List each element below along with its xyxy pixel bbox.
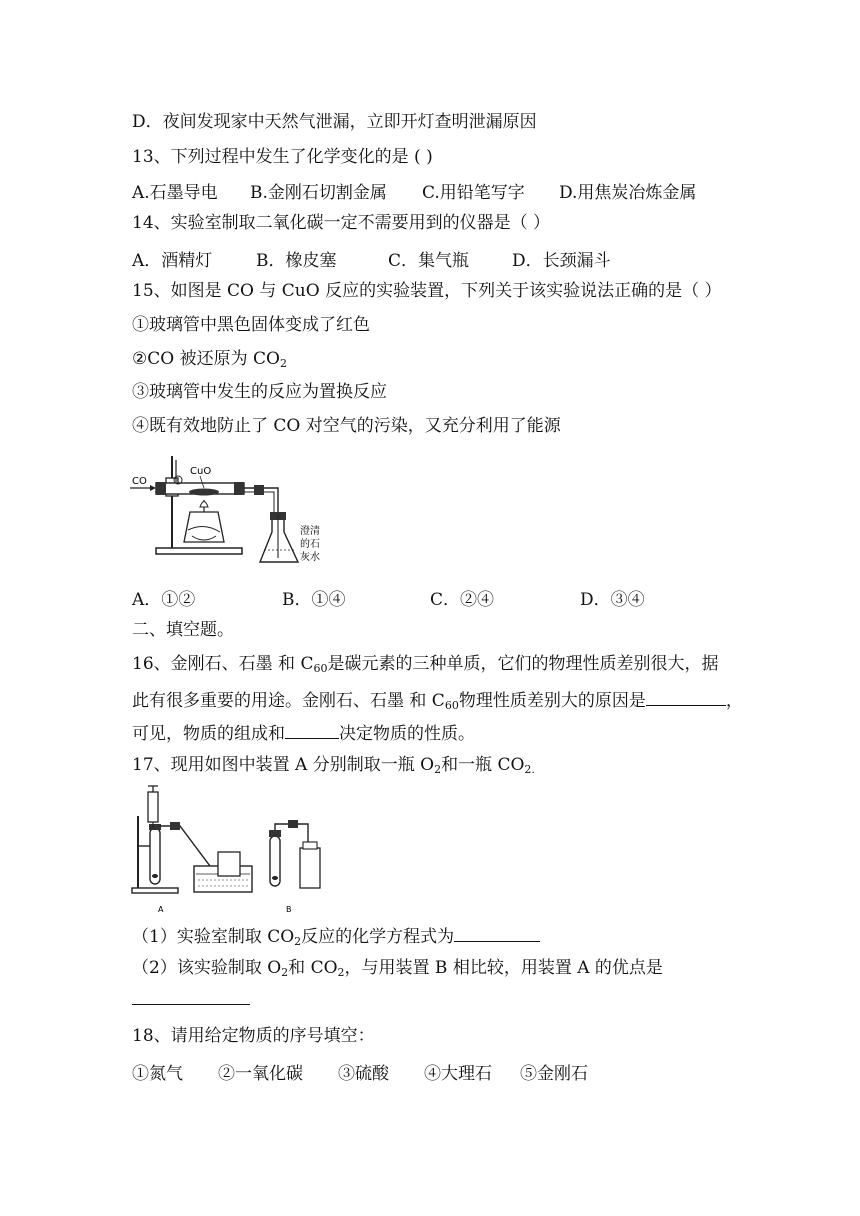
q14-option-a: A．酒精灯 [132, 251, 213, 271]
q15-option-d: D．③④ [580, 590, 645, 610]
q15-stem: 15、如图是 CO 与 CuO 反应的实验装置，下列关于该实验说法正确的是（ ） [132, 281, 722, 301]
lime-water-label-3: 灰水 [300, 552, 320, 563]
syringe-a [148, 792, 158, 822]
lime-water-label-2: 的石 [300, 539, 320, 550]
q15-statement-4: ④既有效地防止了 CO 对空气的污染，又充分利用了能源 [132, 416, 561, 436]
label-b: B [286, 905, 292, 914]
stand-base-a [132, 888, 178, 893]
q15-option-c: C．②④ [430, 590, 495, 610]
q15-option-a: A．①② [132, 590, 196, 610]
q18-item-3: ③硫酸 [338, 1064, 389, 1084]
co-cuo-apparatus-figure [128, 452, 368, 570]
cuo-label: CuO [190, 466, 212, 477]
q17-part-1: （1）实验室制取 $CO_2$反应的化学方程式为 [132, 923, 540, 948]
q16-line-2: 此有很多重要的用途。金刚石、石墨 和 $C_{60}$物理性质差别大的原因是 ， [132, 687, 743, 712]
q18-item-2: ②一氧化碳 [218, 1064, 303, 1084]
q16-answer-blank-1[interactable] [646, 687, 726, 706]
q13-option-b: B.金刚石切割金属 [250, 183, 387, 203]
gas-jar-a [218, 852, 240, 876]
lime-water-label-1: 澄清 [300, 526, 320, 537]
conical-flask [260, 520, 298, 562]
q14-option-b: B．橡皮塞 [256, 251, 337, 271]
q17-stem: 17、现用如图中装置 A 分别制取一瓶 $O_2$和一瓶 $CO_{2.}$ [132, 755, 535, 776]
gas-generation-apparatus-figure [128, 784, 360, 916]
q14-stem: 14、实验室制取二氧化碳一定不需要用到的仪器是（ ） [132, 213, 551, 233]
gas-bottle-b [300, 848, 320, 888]
q13-option-c: C.用铅笔写字 [422, 183, 525, 203]
q13-option-a: A.石墨导电 [132, 183, 218, 203]
label-a: A [158, 905, 164, 914]
q17-answer-blank-1[interactable] [454, 923, 540, 942]
cuo-powder [189, 489, 219, 496]
stopper-left [156, 482, 166, 495]
q16-line-3: 可见，物质的组成和 决定物质的性质。 [132, 720, 475, 745]
q14-option-d: D．长颈漏斗 [512, 251, 611, 271]
q12-option-d: D．夜间发现家中天然气泄漏，立即开灯查明泄漏原因 [132, 112, 537, 132]
q18-item-5: ⑤金刚石 [520, 1064, 588, 1084]
section-title: 二、填空题。 [132, 620, 234, 640]
stopper-right [234, 482, 244, 495]
co-label: CO [132, 476, 147, 487]
q15-option-b: B．①④ [282, 590, 346, 610]
q18-stem: 18、请用给定物质的序号填空： [132, 1026, 375, 1046]
q15-statement-3: ③玻璃管中发生的反应为置换反应 [132, 382, 387, 402]
q15-statement-1: ①玻璃管中黑色固体变成了红色 [132, 315, 370, 335]
q17-answer-blank-2[interactable] [132, 1004, 250, 1005]
q15-statement-2: ②CO 被还原为 $CO_2$ [132, 349, 287, 370]
stand-base [156, 548, 242, 554]
q13-option-d: D.用焦炭冶炼金属 [559, 183, 697, 203]
q17-part-2: （2）该实验制取 $O_2$和 $CO_2$，与用装置 B 相比较，用装置 A 的优点是 [132, 958, 663, 979]
q18-item-4: ④大理石 [424, 1064, 492, 1084]
q16-answer-blank-2[interactable] [285, 720, 339, 739]
q18-item-1: ①氮气 [132, 1064, 183, 1084]
q14-option-c: C．集气瓶 [388, 251, 470, 271]
q13-stem: 13、下列过程中发生了化学变化的是 ( ) [132, 147, 433, 167]
q16-line-1: 16、金刚石、石墨 和 $C_{60}$是碳元素的三种单质，它们的物理性质差别很大，据 [132, 654, 719, 675]
